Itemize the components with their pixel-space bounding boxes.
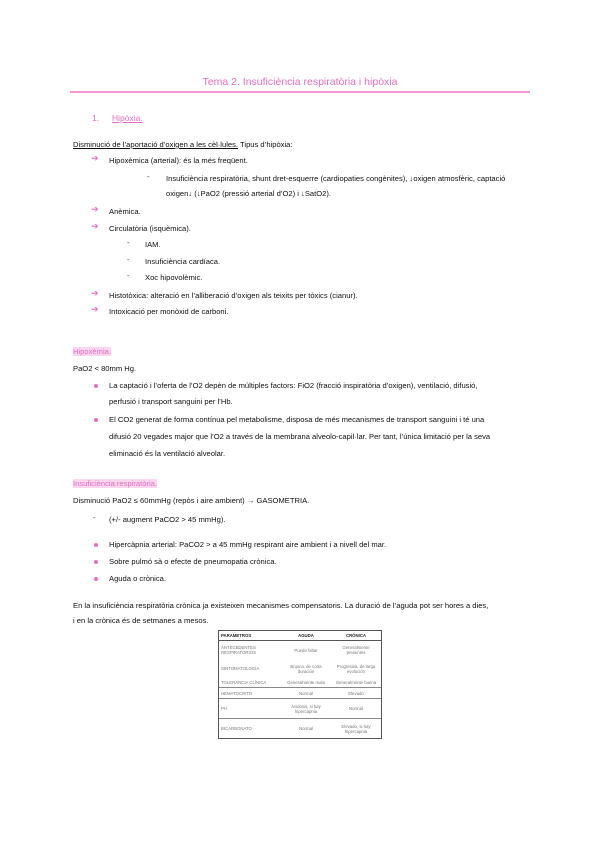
hipoxemia-bullet-2-line-2: difusió 20 vegades major que l’O2 a través de la membrana alveolo-capil·lar. Per tant, l’única limitació per la seva	[109, 432, 491, 441]
definition-underlined: Disminució de l’aportació d’oxigen a les cèl·lules.	[73, 140, 239, 149]
insuficiencia-sub: (+/- augment PaCO2 > 45 mmHg).	[109, 515, 226, 524]
title-divider	[70, 91, 530, 93]
table-cell: Elevado, si hay hipercapnia	[331, 719, 381, 738]
type-circulatoria: Circulatòria (isquèmica).	[109, 224, 191, 233]
table-cell: Acidosis, si hay hipercapnia	[281, 699, 331, 719]
table-cell: HEMATOCRITO	[219, 688, 281, 699]
bullet-dot-icon	[94, 560, 98, 564]
table-cell: BICARBONATO	[219, 719, 281, 738]
table-cell: Elevado	[331, 688, 381, 699]
section-heading-hipoxia	[92, 113, 143, 123]
table-cell: SINTOMATOLOGÍA	[221, 666, 260, 672]
dash-bullet-icon: -	[127, 238, 130, 247]
section-title: Hipòxia.	[112, 113, 143, 123]
circ-item-iam: IAM.	[145, 240, 161, 249]
table-cell: Brusca, de corta duración	[290, 663, 322, 674]
table-row	[219, 699, 381, 719]
table-header-row	[219, 631, 381, 641]
arrow-bullet-icon: ➔	[91, 288, 99, 298]
table-row	[219, 688, 381, 699]
circ-item-xoc: Xoc hipovolèmic.	[145, 273, 203, 282]
table-cell: Generalmente presentes	[342, 645, 370, 656]
insuficiencia-paragraph-line-2: i en la crònica és de setmanes a mesos.	[73, 616, 209, 625]
subsection-heading-hipoxemia	[73, 345, 111, 358]
insuficiencia-bullet-1: Hipercàpnia arterial: PaCO2 > a 45 mmHg respirant aire ambient i a nivell del mar.	[109, 540, 387, 549]
arrow-bullet-icon: ➔	[91, 153, 99, 163]
hipoxemica-detail-line-2: oxigen↓ (↓PaO2 (pressió arterial d’O2) i ↓SatO2).	[166, 189, 332, 198]
insuficiencia-bullet-2: Sobre pulmó sà o efecte de pneumopatia crònica.	[109, 557, 277, 566]
arrow-bullet-icon: ➔	[91, 304, 99, 314]
type-hipoxemica: Hipoxèmica (arterial): és la més freqüent.	[109, 156, 248, 165]
table-cell: Progresiva, de larga evolución	[336, 663, 376, 674]
table-cell: Puede faltar	[294, 647, 318, 653]
insuficiencia-heading: Insuficiència respiratòria.	[73, 479, 157, 488]
bullet-dot-icon	[94, 418, 98, 422]
arrow-bullet-icon: ➔	[91, 221, 99, 231]
hipoxia-definition	[73, 138, 293, 151]
table-cell: PH	[219, 699, 281, 719]
hipoxemia-bullet-2-line-3: eliminació és la ventilació alveolar.	[109, 449, 226, 458]
insuficiencia-paragraph-line-1: En la insuficiència respiratòria crònica ja existeixen mecanismes compensatoris. La duració de l’aguda pot ser hores a dies,	[73, 601, 489, 610]
type-histotoxica: Histotòxica: alteració en l’alliberació d’oxigen als teixits per tòxics (cianur).	[109, 291, 358, 300]
hipoxemia-bullet-2-line-1: El CO2 generat de forma contínua pel metabolisme, disposa de més mecanismes de transport sanguini i té una	[109, 415, 485, 424]
table-row	[219, 641, 381, 660]
bullet-dot-icon	[94, 384, 98, 388]
table-row	[219, 719, 381, 738]
table-header-cell: PARAMETROS	[219, 631, 281, 641]
dash-bullet-icon: -	[93, 513, 96, 522]
bullet-dot-icon	[94, 577, 98, 581]
table-cell: Generalmente mala	[287, 680, 325, 686]
hipoxemica-detail-line-1: Insuficiència respiratòria, shunt dret-esquerre (cardiopaties congènites), ↓oxigen atmosfèric, captació	[166, 174, 506, 183]
table-cell: Normal	[331, 699, 381, 719]
circ-item-insuficiencia-cardiaca: Insuficiència cardíaca.	[145, 257, 221, 266]
table-cell: ANTECEDENTES RESPIRATORIOS	[221, 645, 256, 656]
subsection-heading-insuficiencia	[73, 477, 157, 490]
dash-bullet-icon: -	[127, 271, 130, 280]
table-header-cell: CRÓNICA	[331, 631, 381, 641]
type-anemica: Anèmica.	[109, 207, 141, 216]
insuficiencia-definition: Disminució PaO2 ≤ 60mmHg (repòs i aire ambient) → GASOMETRIA.	[73, 496, 310, 505]
hipoxemia-definition: PaO2 < 80mm Hg.	[73, 364, 137, 373]
section-number: 1.	[92, 113, 100, 123]
dash-bullet-icon: -	[127, 255, 130, 264]
table-cell: Normal	[281, 688, 331, 699]
insuficiencia-bullet-3: Aguda o crònica.	[109, 574, 166, 583]
page-title: Tema 2. Insuficiència respiratòria i hipòxia	[202, 76, 398, 88]
table-row	[219, 660, 381, 678]
table-row	[219, 678, 381, 688]
table-header-cell: AGUDA	[281, 631, 331, 641]
hipoxemia-bullet-1-line-1: La captació i l’oferta de l’O2 depèn de múltiples factors: FiO2 (fracció inspiratòria d’oxigen), ventilació, difusió,	[109, 381, 478, 390]
hipoxemia-heading: Hipoxèmia.	[73, 347, 111, 356]
arrow-bullet-icon: ➔	[91, 204, 99, 214]
definition-rest: Tipus d’hipòxia:	[238, 140, 293, 149]
bullet-dot-icon	[94, 543, 98, 547]
type-intoxicacio: Intoxicació per monòxid de carboni.	[109, 307, 229, 316]
table-cell: Normal	[281, 719, 331, 738]
table-cell: TOLERANCIA CLÍNICA	[221, 680, 267, 686]
dash-bullet-icon: -	[147, 172, 150, 181]
table-cell: Generalmente buena	[335, 680, 377, 686]
hipoxemia-bullet-1-line-2: perfusió i transport sanguini per l’Hb.	[109, 397, 233, 406]
comparison-table	[218, 630, 382, 739]
